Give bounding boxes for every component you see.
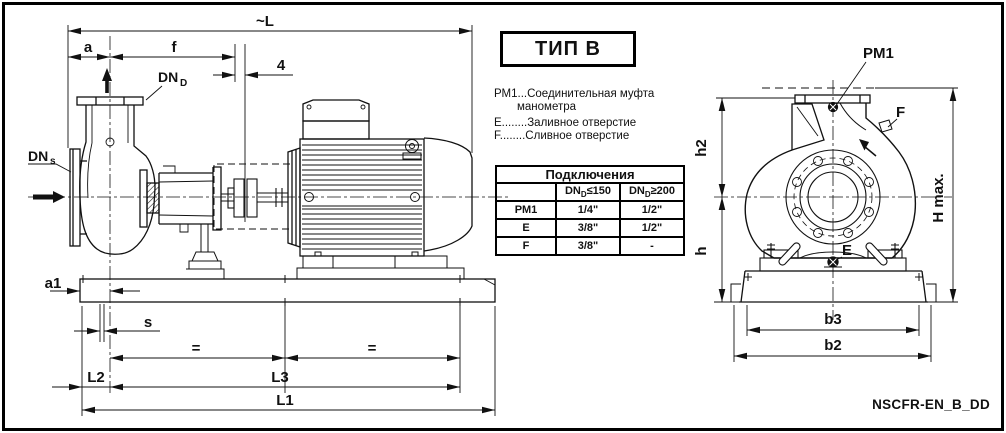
baseplate [80, 275, 495, 306]
pump-casing [77, 97, 155, 254]
coupling-guard-dashed [214, 164, 290, 229]
row-e-v2: 1/2" [620, 219, 684, 237]
front-centerlines [714, 80, 952, 320]
rotation-arrow [859, 139, 876, 156]
dim-label-L3: L3 [271, 369, 289, 386]
row-f-v1: 3/8" [556, 237, 620, 255]
shaft-seal [140, 170, 159, 227]
label-f: F [896, 104, 906, 121]
header-dnd-ge-200: $DN_D\ge 200$ [620, 183, 684, 201]
front-casing [745, 103, 915, 258]
connections-header-row [496, 183, 684, 201]
connections-table [495, 165, 685, 256]
dim-label-L2: L2 [87, 369, 105, 386]
dnd-sub: D [180, 78, 188, 89]
row-pm1-v2: 1/2" [620, 201, 684, 219]
suction-flow-arrow [33, 191, 65, 203]
legend [494, 88, 654, 143]
dnd-main: DN [158, 69, 179, 85]
document-code: NSCFR-EN_B_DD [872, 397, 990, 412]
dim-label-L: ~L [256, 13, 274, 30]
dns-sub: s [50, 156, 56, 167]
discharge-flow-arrow [102, 68, 112, 93]
front-view-dim-labels [693, 45, 947, 354]
side-view-dimensions [28, 25, 495, 416]
row-pm1-name: РМ1 [496, 201, 556, 219]
row-f-v2: - [620, 237, 684, 255]
front-base [731, 271, 936, 302]
dim-label-a: a [83, 39, 93, 56]
header-dnd-le-150: $DN_D\le 150$ [556, 183, 620, 201]
motor-feet [297, 252, 464, 279]
type-title-box [500, 31, 636, 67]
flange-rib [792, 104, 824, 150]
legend-line-pm1: РМ1...Соединительная муфта [494, 88, 655, 100]
fan-cover [424, 138, 472, 251]
dim-label-hmax: H max. [930, 173, 947, 223]
row-f-name: F [496, 237, 556, 255]
connections-table-title: Подключения [496, 166, 684, 183]
legend-line-f: F........Сливное отверстие [494, 130, 630, 142]
dim-label-f: f [171, 39, 177, 56]
dim-label-eq2: = [367, 340, 377, 357]
lifting-eyebolt [403, 140, 421, 160]
casing-neck-curve [840, 103, 866, 130]
label-e: E [842, 242, 853, 259]
dim-label-a1: a1 [44, 275, 62, 292]
front-discharge-flange [795, 95, 870, 103]
table-row [496, 201, 684, 219]
label-pm1: PM1 [863, 45, 894, 62]
row-pm1-v1: 1/4" [556, 201, 620, 219]
dim-label-4: 4 [276, 57, 286, 74]
dim-label-b3: b3 [824, 311, 842, 328]
header-empty [496, 183, 556, 201]
table-row [496, 219, 684, 237]
dim-label-b2: b2 [824, 337, 842, 354]
bracket-foot [186, 224, 224, 279]
dim-label-h2: h2 [693, 139, 710, 157]
dim-label-L1: L1 [276, 392, 294, 409]
motor [288, 100, 472, 279]
f-fitting [879, 120, 892, 132]
legend-line-pm1-cont: манометра [517, 101, 577, 113]
type-title: ТИП B [535, 37, 601, 60]
dnd-label [158, 69, 187, 89]
dns-main: DN [28, 148, 49, 164]
dim-label-s: s [143, 314, 153, 331]
table-row [496, 237, 684, 255]
legend-line-e: Е........Заливное отверстие [494, 117, 637, 129]
front-view-drawing [714, 80, 952, 320]
dim-label-eq1: = [191, 340, 201, 357]
dim-label-h: h [693, 246, 710, 256]
terminal-box [303, 100, 369, 139]
bearing-bracket [159, 166, 221, 232]
coupling [221, 179, 288, 217]
row-e-name: Е [496, 219, 556, 237]
row-e-v1: 3/8" [556, 219, 620, 237]
pm1-fitting [829, 103, 838, 112]
